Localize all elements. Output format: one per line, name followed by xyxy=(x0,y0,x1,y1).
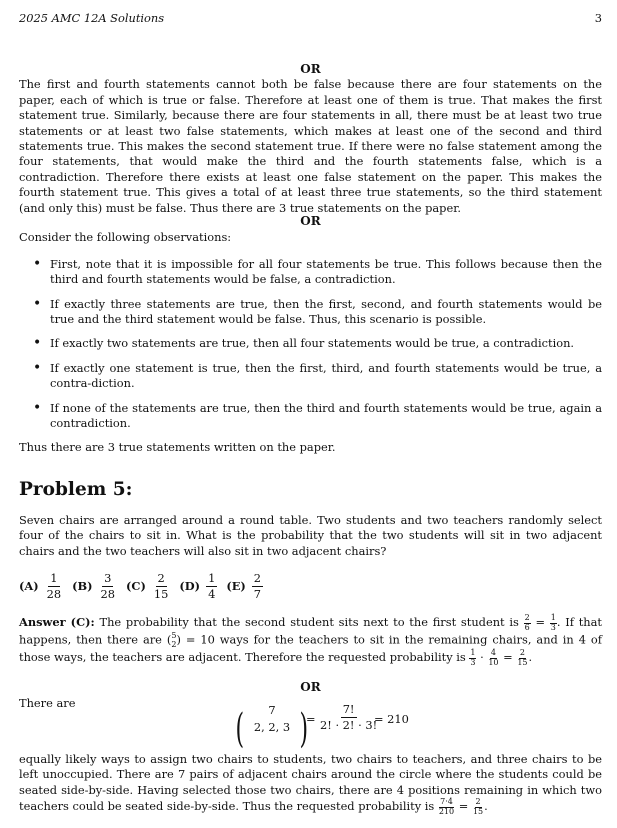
paragraph-final: equally likely ways to assign two chairs to students, two chairs to teachers, and three chairs to be left unoccupied. There are 7 pairs of adjacent chairs around the circle where the students could be seated side-by-side. Having selected those two chairs, there are 4 positions remaining in which two teachers could be seated side-by-side. Thus the requested probability is $\frac{7\cdot 4}{210}$ = $\frac{2}{15}$ . xyxy=(19,751,602,816)
observations-list xyxy=(19,257,602,432)
list-item: • First, note that it is impossible for all four statements be true. This follows because then the third and fourth statements would be false, a contradiction. xyxy=(19,257,602,288)
paragraph-alt-1: The first and fourth statements cannot both be false because there are four statements on the paper, each of which is true or false. Therefore at least one of them is true. That makes the first statement true. Similarly, because there are four statements in all, there must be at least two true statements or at least two false statements, which makes at least one of the second and third statements true. This makes the second statement true. If there were no false statement among the four statements, that would make the third and the fourth statements false, which is a contradiction. Therefore there exists at least one false statement on the paper. This makes the fourth statement true. This gives a total of at least three true statements, so the third statement (and only this) must be false. Thus there are 3 true statements on the paper. xyxy=(19,77,602,215)
list-item: • If exactly three statements are true, then the first, second, and fourth statements would be true and the third statement would be false. Thus, this scenario is possible. xyxy=(19,297,602,328)
answer-choices xyxy=(19,566,602,606)
problem-text: Seven chairs are arranged around a round table. Two students and two teachers randomly select four of the chairs to sit in. What is the probability that the two students will sit in two adjacent chairs and the two teachers will also sit in two adjacent chairs? xyxy=(19,513,602,558)
list-item: • If exactly one statement is true, then the first, third, and fourth statements would be true, a contra-diction. xyxy=(19,361,602,392)
choice-c: (C) $\frac{2}{15}$ xyxy=(126,570,169,601)
choice-b: (B) $\frac{3}{28}$ xyxy=(72,570,116,601)
choice-a: (A) $\frac{1}{28}$ xyxy=(19,570,62,601)
there-are-text: There are xyxy=(19,696,76,711)
choice-e: (E) $\frac{2}{7}$ xyxy=(226,570,262,601)
choice-d: (D) $\frac{1}{4}$ xyxy=(179,570,216,601)
display-equation: ( 7 2, 2, 3 ) = $\frac{7!}{2! \cdot 2! \cdot 3!}$ = 210 xyxy=(235,701,409,752)
answer-paragraph: Answer (C): The probability that the second student sits next to the first student is $\frac{2}{6}$ = $\frac{1}{3}$ . If that happens, then there are ( 5 2 ) = 10 ways for the teachers to sit in the remaining chairs, and in 4 of those ways, the teachers are adjacent. Therefore the requested probability is $\frac{1}{3}$ · $\frac{4}{10}$ = $\frac{2}{15}$ . xyxy=(19,613,602,667)
observations-conclusion: Thus there are 3 true statements written on the paper. xyxy=(19,440,336,455)
solution-alt-2 xyxy=(19,214,602,456)
answer-label: Answer (C): xyxy=(19,615,95,630)
problem-title: Problem 5: xyxy=(19,479,133,500)
solution-alt-1 xyxy=(19,62,602,216)
solution-alt-3 xyxy=(19,680,602,816)
problem-5 xyxy=(19,479,602,667)
page-header xyxy=(19,11,602,27)
list-item: • If none of the statements are true, then the third and fourth statements would be true, again a contradiction. xyxy=(19,401,602,432)
or-divider: OR xyxy=(300,62,321,76)
or-divider: OR xyxy=(300,214,321,228)
list-item: • If exactly two statements are true, then all four statements would be true, a contradiction. xyxy=(19,336,602,351)
observations-intro: Consider the following observations: xyxy=(19,230,232,245)
or-divider: OR xyxy=(300,680,321,694)
page-number: 3 xyxy=(594,11,602,25)
header-title: 2025 AMC 12A Solutions xyxy=(19,11,165,25)
